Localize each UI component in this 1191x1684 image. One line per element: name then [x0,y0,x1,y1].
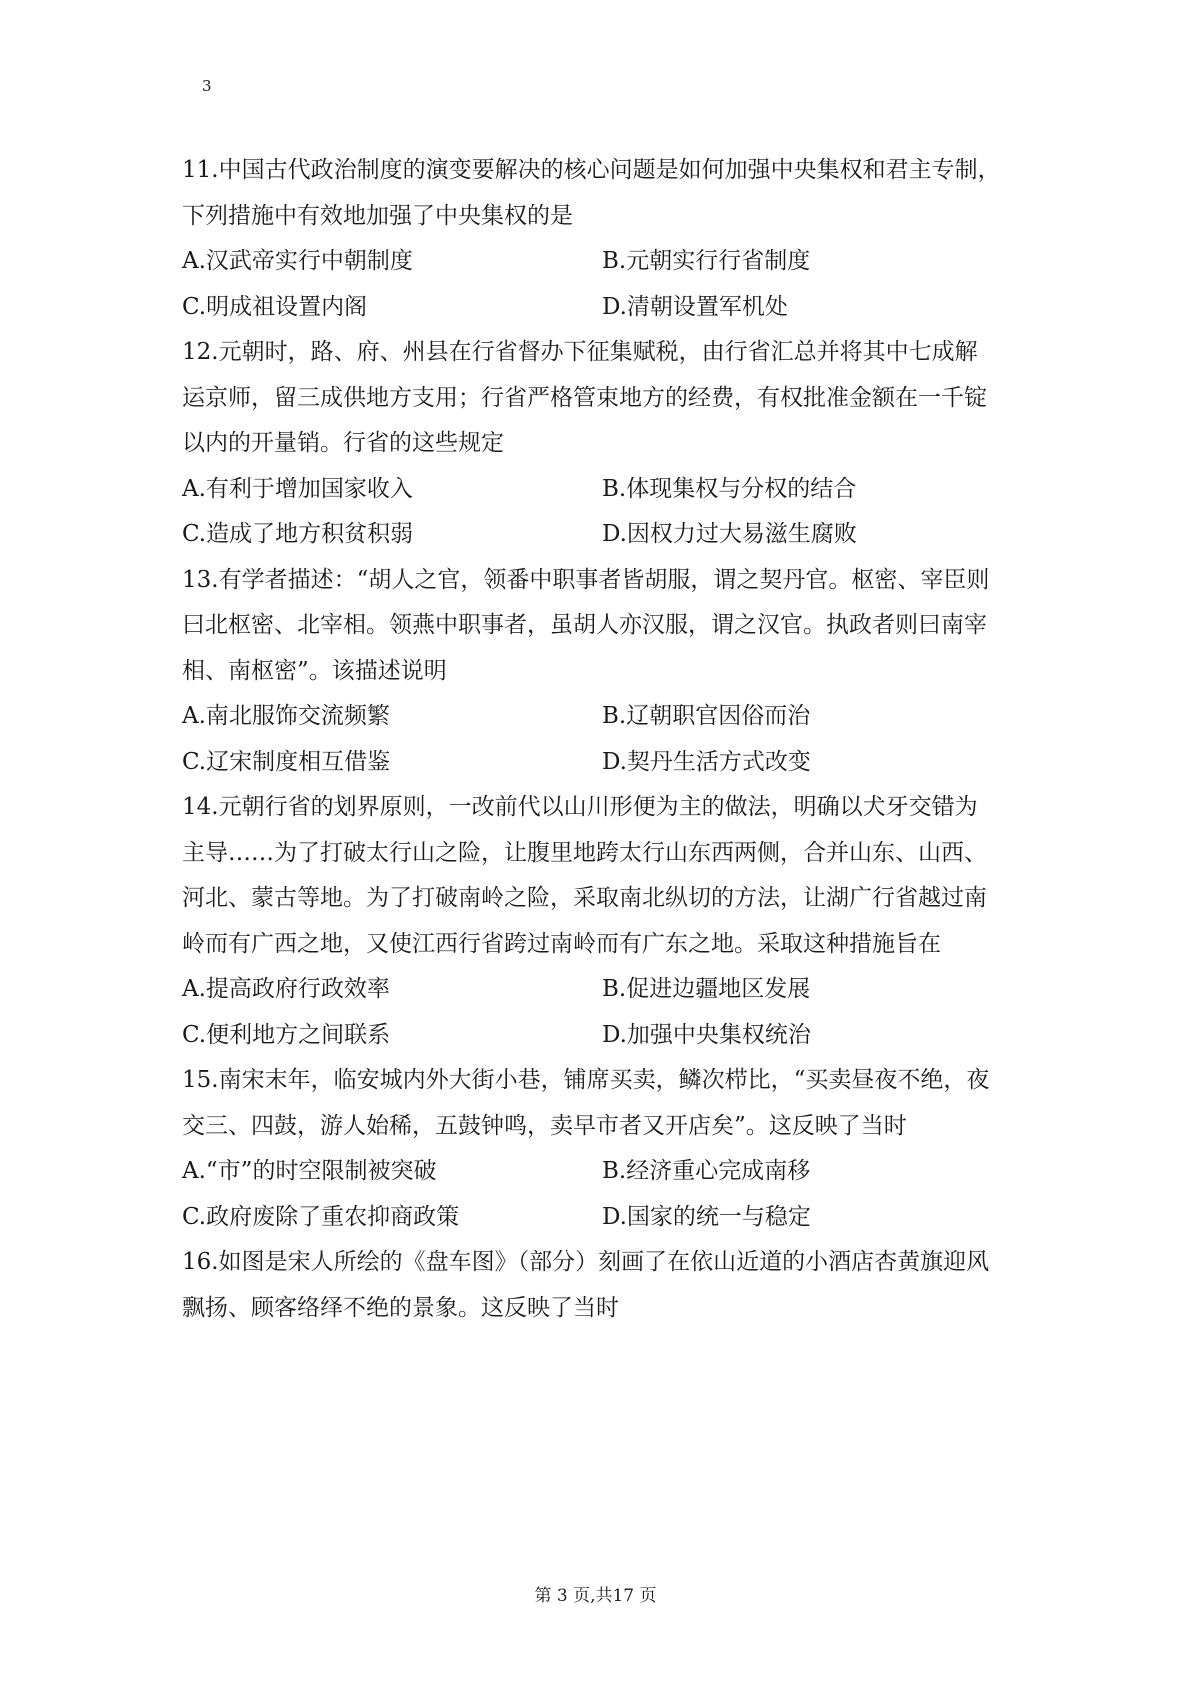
option-c: C.造成了地方积贫积弱 [182,521,414,547]
question-11 [182,148,1032,330]
option-c: C.政府废除了重农抑商政策 [182,1203,460,1230]
option-d: D.契丹生活方式改变 [602,748,811,775]
question-text-line: 15.南宋末年，临安城内外大街小巷，铺席买卖，鳞次栉比，“买卖昼夜不绝，夜 [182,1067,990,1093]
option-a: A.“市”的时空限制被突破 [182,1158,437,1184]
question-text-line: 飘扬、顾客络绎不绝的景象。这反映了当时 [182,1294,619,1321]
option-c: C.辽宋制度相互借鉴 [182,748,391,775]
question-text-line: 以内的开量销。行省的这些规定 [182,430,504,456]
question-13 [182,558,1032,786]
question-14 [182,785,1032,1058]
question-text-line: 曰北枢密、北宰相。领燕中职事者，虽胡人亦汉服，谓之汉官。执政者则曰南宰 [182,612,987,638]
option-d: D.因权力过大易滋生腐败 [602,521,857,547]
option-row [182,467,1032,513]
option-a: A.提高政府行政效率 [182,976,390,1002]
option-row [182,1149,1032,1195]
option-row [182,694,1032,740]
question-12 [182,330,1032,558]
question-text-line: 13.有学者描述：“胡人之官，领番中职事者皆胡服，谓之契丹官。枢密、宰臣则 [182,566,990,593]
question-text-line: 运京师，留三成供地方支用；行省严格管束地方的经费，有权批准金额在一千锭 [182,384,987,411]
option-row [182,740,1032,786]
option-a: A.汉武帝实行中朝制度 [182,248,413,274]
page-mark: 3 [202,77,212,95]
option-c: C.便利地方之间联系 [182,1021,391,1048]
option-row [182,285,1032,331]
question-text-line: 主导……为了打破太行山之险，让腹里地跨太行山东西两侧，合并山东、山西、 [182,839,987,866]
option-b: B.体现集权与分权的结合 [602,475,857,502]
option-d: D.加强中央集权统治 [602,1021,811,1048]
option-b: B.经济重心完成南移 [602,1158,811,1184]
question-text-line: 岭而有广西之地，又使江西行省跨过南岭而有广东之地。采取这种措施旨在 [182,930,941,957]
page-footer: 第 3 页,共17 页 [534,1586,657,1606]
option-row [182,1195,1032,1241]
question-text-line: 河北、蒙古等地。为了打破南岭之险，采取南北纵切的方法，让湖广行省越过南 [182,885,987,911]
option-row [182,239,1032,285]
question-text-line: 下列措施中有效地加强了中央集权的是 [182,202,573,229]
question-text-line: 交三、四鼓，游人始稀，五鼓钟鸣，卖早市者又开店矣”。这反映了当时 [182,1112,907,1139]
option-d: D.清朝设置军机处 [602,293,788,320]
option-b: B.辽朝职官因俗而治 [602,703,811,729]
option-row [182,967,1032,1013]
option-b: B.促进边疆地区发展 [602,976,811,1002]
option-a: A.南北服饰交流频繁 [182,703,390,729]
option-b: B.元朝实行行省制度 [602,248,811,274]
option-a: A.有利于增加国家收入 [182,475,413,502]
question-text-line: 11.中国古代政治制度的演变要解决的核心问题是如何加强中央集权和君主专制， [182,157,1001,183]
question-16 [182,1240,1032,1331]
option-c: C.明成祖设置内阁 [182,293,368,320]
question-text-line: 相、南枢密”。该描述说明 [182,657,447,684]
question-text-line: 12.元朝时，路、府、州县在行省督办下征集赋税，由行省汇总并将其中七成解 [182,339,978,365]
question-15 [182,1058,1032,1240]
question-list [182,148,1032,1331]
option-d: D.国家的统一与稳定 [602,1203,811,1230]
option-row [182,512,1032,558]
option-row [182,1013,1032,1059]
question-text-line: 16.如图是宋人所绘的《盘车图》（部分）刻画了在依山近道的小酒店杏黄旗迎风 [182,1249,990,1275]
question-text-line: 14.元朝行省的划界原则，一改前代以山川形便为主的做法，明确以犬牙交错为 [182,794,978,820]
